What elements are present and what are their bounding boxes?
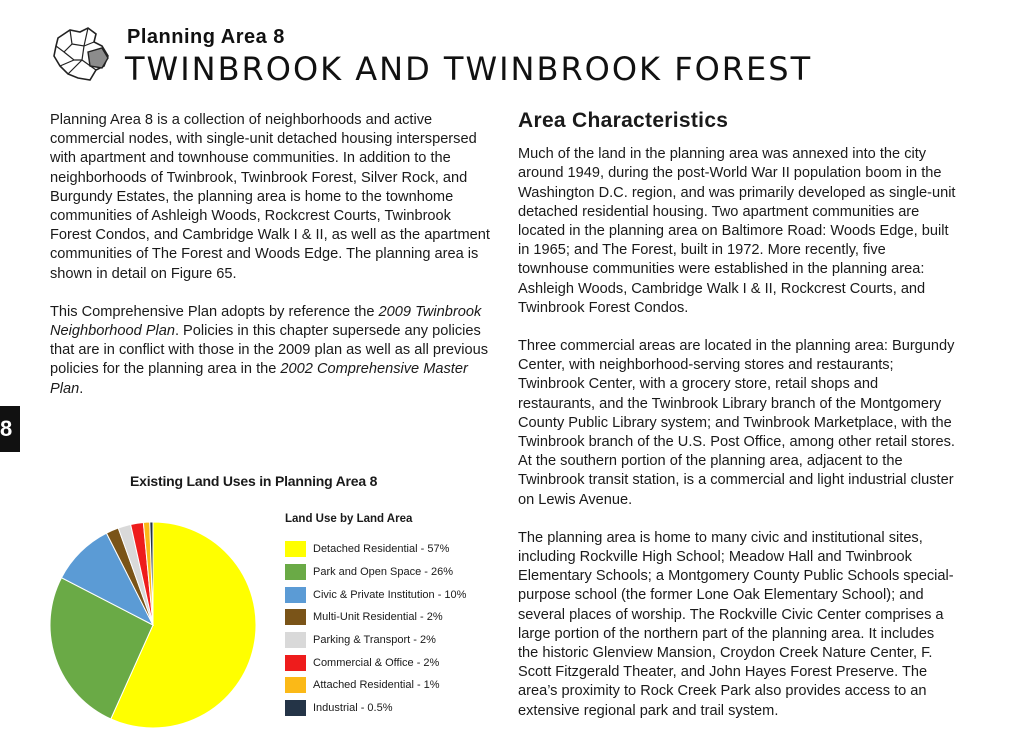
legend-label: Attached Residential - 1% <box>313 679 440 692</box>
legend-swatch <box>285 700 306 716</box>
legend-item <box>285 629 466 652</box>
text-span: This Comprehensive Plan adopts by reference the <box>50 303 379 320</box>
plan-adoption-paragraph <box>50 303 490 399</box>
legend-label: Commercial & Office - 2% <box>313 656 440 669</box>
history-paragraph: Much of the land in the planning area was annexed into the city around 1949, during the post-World War II population boom in the Washington D.C. region, and was primarily developed as single-unit detached residential housing. Two apartment communities are located in the planning area on Baltimore Road: Woods Edge, built in 1965; and The Forest, built in 1972. More recently, five townhouse communities were established in the planning area: Ashleigh Woods, Cambridge Walk I & II, Rockcrest Courts, and Twinbrook Forest Condos. <box>518 146 956 316</box>
legend-swatch <box>285 587 306 603</box>
legend-label: Civic & Private Institution - 10% <box>313 588 467 601</box>
intro-column <box>50 111 490 418</box>
legend-swatch <box>285 609 306 625</box>
legend-label: Park and Open Space - 26% <box>313 566 454 579</box>
plan-title-2009: 2009 Twinbrook Neighborhood Plan <box>50 303 482 340</box>
legend-swatch <box>285 632 306 648</box>
intro-paragraph: Planning Area 8 is a collection of neighborhoods and active commercial nodes, with single-unit detached housing interspersed with apartment and townhouse communities. In addition to the neighborhoods of Twinbrook, Twinbrook Forest, Silver Rock, and Burgundy Estates, the planning area is home to the townhome communities of Ashleigh Woods, Rockcrest Courts, Twinbrook Forest Condos, and Cambridge Walk I & II, as well as the apartment communities of The Forest and Woods Edge. The planning area is shown in detail on Figure 65. <box>50 112 490 282</box>
legend-title: Land Use by Land Area <box>285 513 413 525</box>
legend-label: Parking & Transport - 2% <box>313 634 436 647</box>
text-span: . <box>79 380 84 397</box>
legend-label: Detached Residential - 57% <box>313 543 450 556</box>
legend-item <box>285 538 466 561</box>
planning-area-label: Planning Area 8 <box>127 26 285 48</box>
legend-swatch <box>285 541 306 557</box>
land-use-pie-chart <box>48 520 258 730</box>
legend-swatch <box>285 677 306 693</box>
plan-title-2002: 2002 Comprehensive Master Plan <box>50 361 468 397</box>
legend-item <box>285 674 466 697</box>
page-title: TWINBROOK AND TWINBROOK FOREST <box>125 50 813 88</box>
legend-label: Industrial - 0.5% <box>313 702 393 715</box>
chart-title: Existing Land Uses in Planning Area 8 <box>130 473 378 489</box>
planning-area-map-icon <box>50 26 112 84</box>
legend-swatch <box>285 655 306 671</box>
chart-legend <box>285 538 466 720</box>
legend-item <box>285 651 466 674</box>
area-characteristics-column <box>518 111 958 740</box>
section-heading: Area Characteristics <box>518 109 729 132</box>
legend-label: Multi-Unit Residential - 2% <box>313 611 443 624</box>
legend-item <box>285 697 466 720</box>
civic-paragraph: The planning area is home to many civic and institutional sites, including Rockville High School; Meadow Hall and Twinbrook Elementary Schools; a Montgomery County Public Schools special-purpose school (the former Lone Oak Elementary School); and several places of worship. The Rockville Civic Center comprises a large portion of the northern part of the planning area. It includes the historic Glenview Mansion, Croydon Creek Nature Center, F. Scott Fitzgerald Theater, and John Hayes Forest Preserve. The area’s proximity to Rock Creek Park also provides access to an extensive regional park and trail system. <box>518 529 954 719</box>
commercial-paragraph: Three commercial areas are located in the planning area: Burgundy Center, with neighborhood-serving stores and restaurants; Twinbrook Center, with a grocery store, retail shops and restaurants, and the Twinbrook Library branch of the Montgomery County Public Library system; and Twinbrook Marketplace, with the Twinbrook branch of the U.S. Post Office, among other retail stores. At the southern portion of the planning area, adjacent to the Twinbrook transit station, is a commercial and light industrial cluster on Lewis Avenue. <box>518 338 955 508</box>
legend-item <box>285 583 466 606</box>
text-span: . Policies in this chapter supersede any policies that are in conflict with those in the 2009 plan as well as all previous policies for the planning area in the <box>50 323 489 378</box>
legend-item <box>285 606 466 629</box>
legend-swatch <box>285 564 306 580</box>
chapter-tab: 8 <box>0 406 20 452</box>
legend-item <box>285 561 466 584</box>
